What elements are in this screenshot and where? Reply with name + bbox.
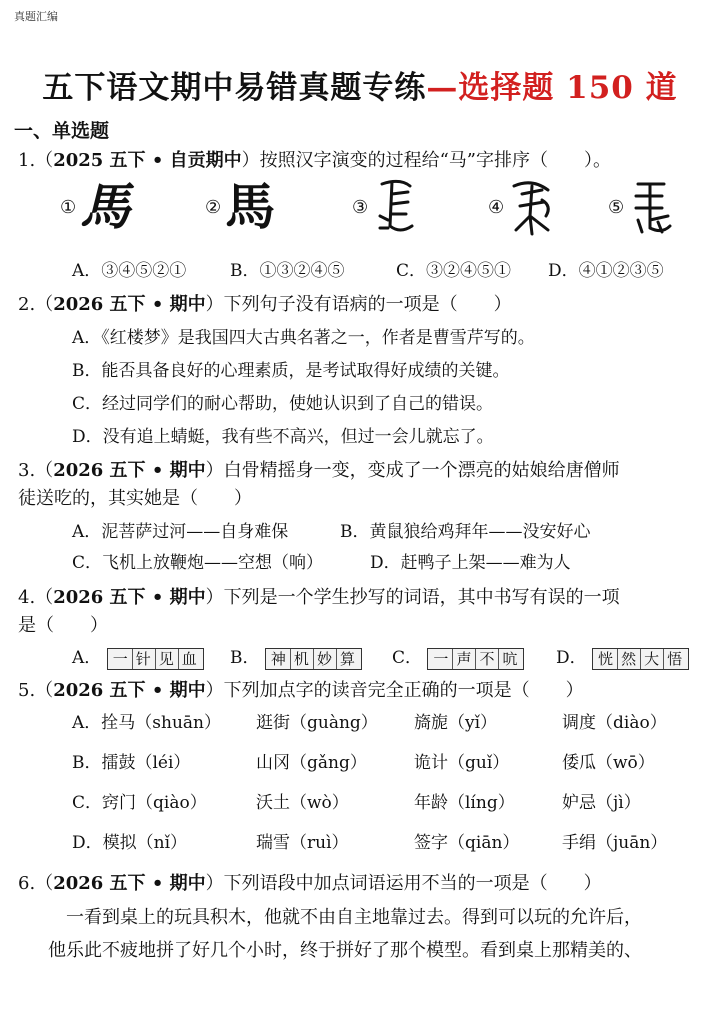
header-tag: 真题汇编 (14, 10, 58, 23)
q5-a-3: 旖旎（yǐ） (414, 713, 498, 733)
q1-option-a: A．③④⑤②① (72, 261, 187, 281)
question-source: 2026 五下 • 期中 (53, 873, 206, 894)
question-6-stem: 6.（2026 五下 • 期中）下列语段中加点词语运用不当的一项是（ ） (18, 873, 602, 894)
q2-option-b: B．能否具备良好的心理素质，是考试取得好成绩的关键。 (72, 361, 510, 381)
char-item-1: ① 馬 (60, 177, 131, 236)
question-5-stem: 5.（2026 五下 • 期中）下列加点字的读音完全正确的一项是（ ） (18, 680, 584, 701)
q5-c-2: 沃土（wò） (256, 793, 349, 813)
word-box: 一 声 不 吭 (427, 648, 524, 670)
q1-option-c: C．③②④⑤① (396, 261, 512, 281)
question-4-stem-cont: 是（ ） (18, 615, 108, 636)
title-main: 五下语文期中易错真题专练 (42, 70, 427, 106)
q5-d-2: 瑞雪（ruì） (256, 833, 349, 853)
oracle-ma-glyph (372, 176, 420, 238)
q2-option-a: A．《红楼梦》是我国四大古典名著之一，作者是曹雪芹写的。 (72, 328, 535, 348)
question-source: 2026 五下 • 期中 (53, 294, 206, 315)
q4-option-c: C． 一 声 不 吭 (392, 643, 524, 670)
bronze-ma-glyph (508, 176, 556, 238)
q5-b-4: 倭瓜（wō） (562, 753, 655, 773)
q1-option-b: B．①③②④⑤ (230, 261, 345, 281)
q3-option-d: D．赶鸭子上架——难为人 (370, 553, 571, 573)
question-source: 2026 五下 • 期中 (53, 680, 206, 701)
question-source: 2026 五下 • 期中 (53, 460, 206, 481)
q2-option-c: C．经过同学们的耐心帮助，使她认识到了自己的错误。 (72, 394, 494, 414)
seal-script-ma-glyph (628, 176, 676, 238)
q5-a-2: 逛街（guàng） (256, 713, 378, 733)
q4-option-d: D． 恍 然 大 悟 (556, 643, 689, 670)
q5-b-2: 山冈（gǎng） (256, 753, 367, 773)
q3-option-a: A．泥菩萨过河——自身难保 (72, 522, 289, 542)
word-box: 一 针 见 血 (107, 648, 204, 670)
char-item-4: ④ (488, 172, 556, 242)
word-box: 神 机 妙 算 (265, 648, 362, 670)
q5-c-4: 妒忌（jì） (562, 793, 641, 813)
title-sub: —选择题 150 道 (426, 70, 678, 106)
cursive-ma-glyph: 馬 (80, 177, 131, 236)
q5-b-3: 诡计（guǐ） (414, 753, 510, 773)
q6-paragraph-line-1: 一看到桌上的玩具积木，他就不由自主地靠过去。得到可以玩的允许后， (66, 907, 642, 928)
q5-d-1: D．模拟（nǐ） (72, 833, 188, 853)
q1-option-d: D．④①②③⑤ (548, 261, 664, 281)
q5-d-3: 签字（qiān） (414, 833, 520, 853)
q5-a-1: A．拴马（shuān） (72, 713, 221, 733)
char-item-2: ② 馬 (205, 178, 276, 236)
character-evolution-row (60, 172, 680, 242)
char-item-5: ⑤ (608, 172, 676, 242)
word-box: 恍 然 大 悟 (592, 648, 689, 670)
q2-option-d: D．没有追上蜻蜓，我有些不高兴，但过一会儿就忘了。 (72, 427, 494, 447)
page-title (0, 62, 720, 107)
q4-option-b: B． 神 机 妙 算 (230, 643, 362, 670)
q3-option-c: C．飞机上放鞭炮——空想（响） (72, 553, 324, 573)
question-2-stem: 2.（2026 五下 • 期中）下列句子没有语病的一项是（ ） (18, 294, 512, 315)
question-3-stem-cont: 徒送吃的，其实她是（ ） (18, 488, 252, 509)
question-3-stem: 3.（2026 五下 • 期中）白骨精摇身一变，变成了一个漂亮的姑娘给唐僧师 (18, 460, 620, 481)
q5-c-1: C．窍门（qiào） (72, 793, 207, 813)
question-source: 2026 五下 • 期中 (53, 587, 206, 608)
question-source: 2025 五下 • 自贡期中 (53, 150, 242, 171)
q5-c-3: 年龄（líng） (414, 793, 515, 813)
q5-b-1: B．擂鼓（léi） (72, 753, 191, 773)
q5-a-4: 调度（diào） (562, 713, 667, 733)
question-1-stem: 1.（2025 五下 • 自贡期中）按照汉字演变的过程给“马”字排序（ ）。 (18, 150, 611, 171)
clerical-ma-glyph: 馬 (225, 178, 276, 236)
q5-d-4: 手绢（juān） (562, 833, 668, 853)
q6-paragraph-line-2: 他乐此不疲地拼了好几个小时，终于拼好了那个模型。看到桌上那精美的、 (48, 940, 642, 961)
section-heading: 一、单选题 (14, 120, 110, 142)
q4-option-a: A． 一 针 见 血 (72, 643, 204, 670)
q3-option-b: B．黄鼠狼给鸡拜年——没安好心 (340, 522, 591, 542)
char-item-3: ③ (352, 172, 420, 242)
question-4-stem: 4.（2026 五下 • 期中）下列是一个学生抄写的词语，其中书写有误的一项 (18, 587, 620, 608)
